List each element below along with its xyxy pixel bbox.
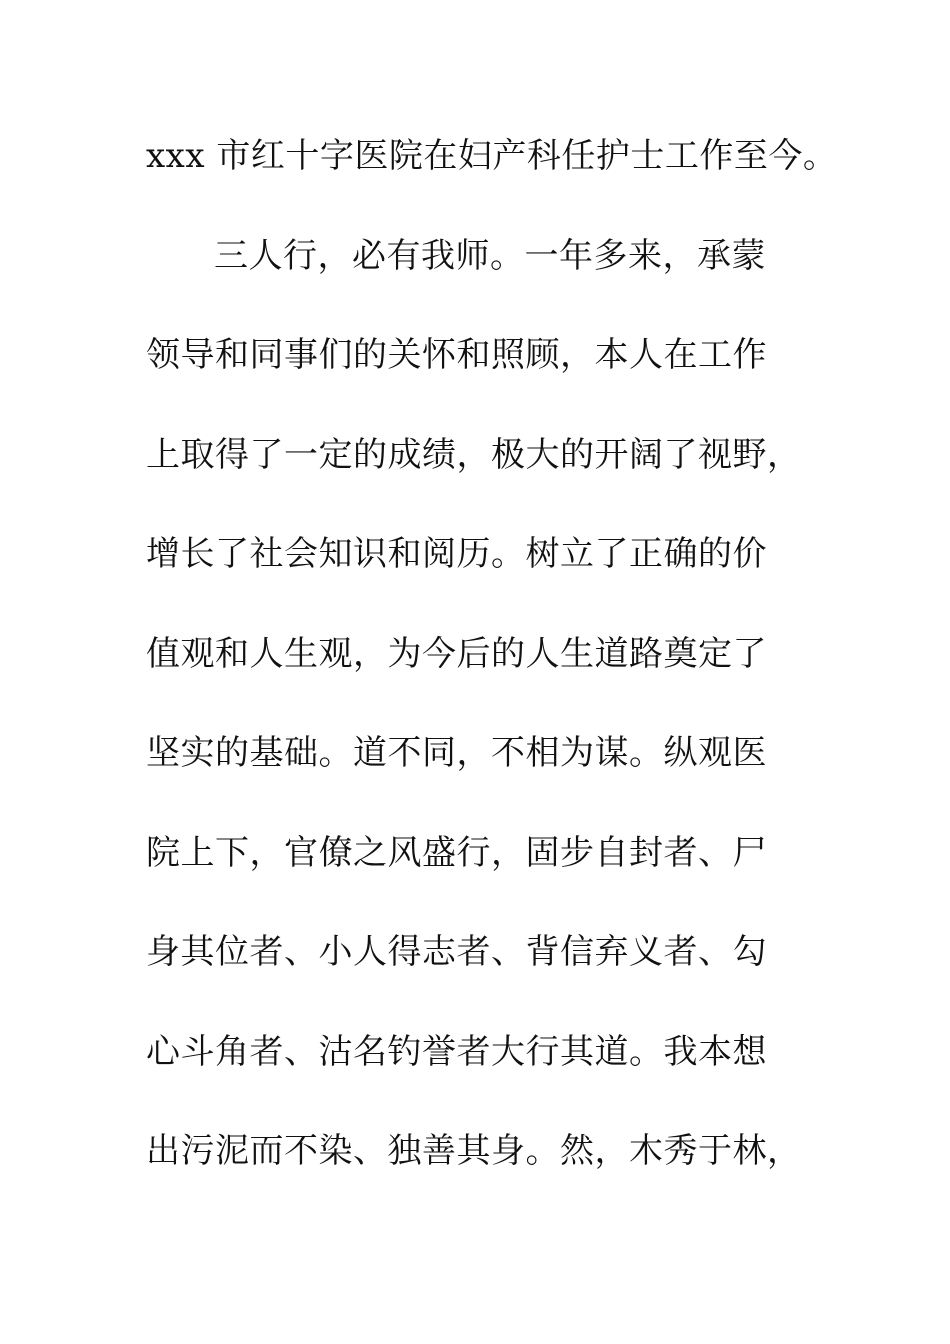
text-line-4: 上取得了一定的成绩，极大的开阔了视野， [146,434,802,475]
text-line-6: 值观和人生观，为今后的人生道路奠定了 [146,633,767,674]
text-line-9: 身其位者、小人得志者、背信弃义者、勾 [146,932,767,972]
text-line-1: xxx 市红十字医院在妇产科任护士工作至今。 [146,136,838,176]
text-line-2-paragraph-start: 三人行，必有我师。一年多来，承蒙 [214,235,766,276]
body-text [146,124,926,1219]
text-line-3: 领导和同事们的关怀和照顾，本人在工作 [146,335,767,375]
text-line-5: 增长了社会知识和阅历。树立了正确的价 [146,534,767,574]
text-line-11: 出污泥而不染、独善其身。然，木秀于林， [146,1131,802,1171]
text-line-8: 院上下，官僚之风盛行，固步自封者、尸 [146,832,767,873]
text-line-7: 坚实的基础。道不同，不相为谋。纵观医 [146,733,767,773]
text-line-10: 心斗角者、沽名钓誉者大行其道。我本想 [146,1031,767,1072]
